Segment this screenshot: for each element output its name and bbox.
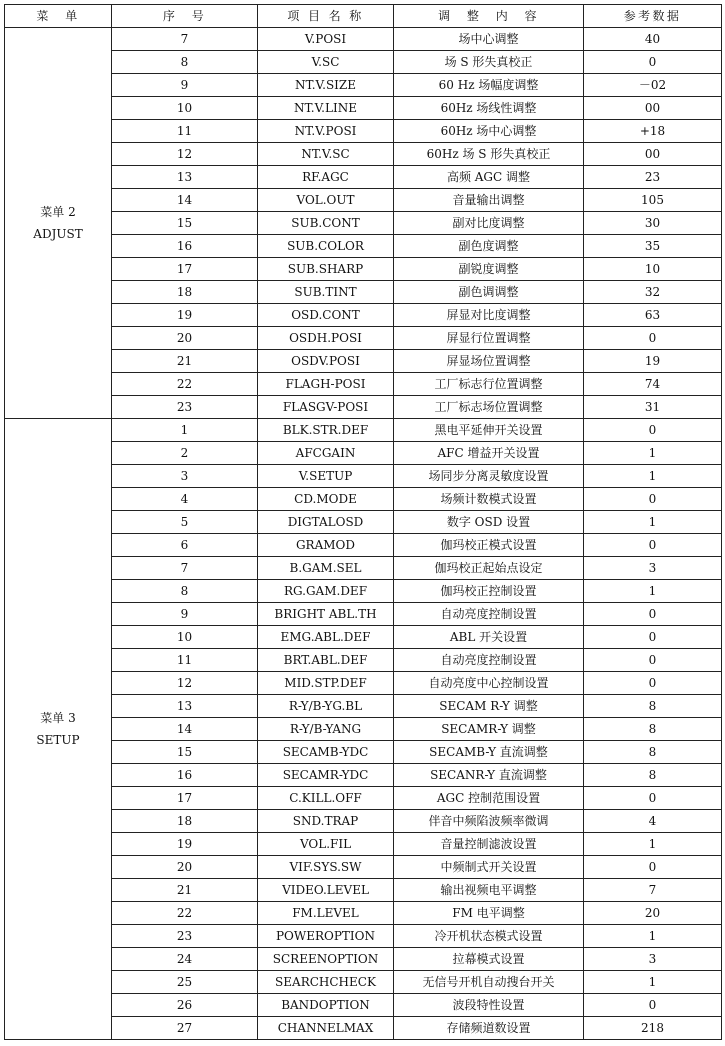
row-number-cell: 8 [112,580,258,603]
row-number-cell: 13 [112,695,258,718]
row-number-cell: 9 [112,74,258,97]
reference-value-cell: 0 [584,626,722,649]
reference-value-cell: 1 [584,925,722,948]
menu-group-label: 菜单 3 [40,711,76,725]
row-number-cell: 21 [112,350,258,373]
table-row [5,143,722,166]
row-number-cell: 15 [112,212,258,235]
header-menu: 菜 单 [5,5,112,28]
item-name-cell: MID.STP.DEF [258,672,394,695]
table-row [5,281,722,304]
table-row [5,120,722,143]
item-name-cell: R-Y/B-YANG [258,718,394,741]
adjust-content-cell: 输出视频电平调整 [394,879,584,902]
row-number-cell: 8 [112,51,258,74]
reference-value-cell: 20 [584,902,722,925]
row-number-cell: 22 [112,373,258,396]
row-number-cell: 13 [112,166,258,189]
row-number-cell: 10 [112,97,258,120]
adjust-content-cell: 拉幕模式设置 [394,948,584,971]
row-number-cell: 2 [112,442,258,465]
item-name-cell: SUB.COLOR [258,235,394,258]
reference-value-cell: 8 [584,764,722,787]
item-name-cell: VIF.SYS.SW [258,856,394,879]
reference-value-cell: 1 [584,833,722,856]
item-name-cell: B.GAM.SEL [258,557,394,580]
table-row [5,488,722,511]
table-row [5,396,722,419]
table-row [5,373,722,396]
reference-value-cell: 1 [584,971,722,994]
adjust-content-cell: SECANR-Y 直流调整 [394,764,584,787]
adjust-content-cell: ABL 开关设置 [394,626,584,649]
row-number-cell: 22 [112,902,258,925]
item-name-cell: OSDH.POSI [258,327,394,350]
table-row [5,925,722,948]
row-number-cell: 11 [112,649,258,672]
item-name-cell: NT.V.LINE [258,97,394,120]
item-name-cell: NT.V.SIZE [258,74,394,97]
item-name-cell: AFCGAIN [258,442,394,465]
item-name-cell: SND.TRAP [258,810,394,833]
row-number-cell: 3 [112,465,258,488]
table-row [5,994,722,1017]
header-reference-data: 参考数据 [584,5,722,28]
item-name-cell: CHANNELMAX [258,1017,394,1040]
table-row [5,879,722,902]
table-row [5,97,722,120]
adjust-content-cell: 无信号开机自动搜台开关 [394,971,584,994]
reference-value-cell: 23 [584,166,722,189]
adjust-content-cell: 屏显场位置调整 [394,350,584,373]
menu-group-name: SETUP [36,733,80,747]
reference-value-cell: 1 [584,511,722,534]
item-name-cell: OSD.CONT [258,304,394,327]
reference-value-cell: 40 [584,28,722,51]
reference-value-cell: +18 [584,120,722,143]
reference-value-cell: 32 [584,281,722,304]
adjust-content-cell: 伽玛校正控制设置 [394,580,584,603]
adjust-content-cell: 屏显对比度调整 [394,304,584,327]
adjust-content-cell: 波段特性设置 [394,994,584,1017]
reference-value-cell: 19 [584,350,722,373]
row-number-cell: 11 [112,120,258,143]
row-number-cell: 18 [112,810,258,833]
reference-value-cell: 0 [584,649,722,672]
row-number-cell: 12 [112,672,258,695]
reference-value-cell: 8 [584,695,722,718]
table-row [5,28,722,51]
table-row [5,856,722,879]
adjust-content-cell: 60Hz 场 S 形失真校正 [394,143,584,166]
table-row [5,695,722,718]
item-name-cell: POWEROPTION [258,925,394,948]
table-row [5,327,722,350]
reference-value-cell: 35 [584,235,722,258]
table-row [5,741,722,764]
adjust-content-cell: 工厂标志行位置调整 [394,373,584,396]
adjust-content-cell: FM 电平调整 [394,902,584,925]
adjust-content-cell: 数字 OSD 设置 [394,511,584,534]
reference-value-cell: 0 [584,327,722,350]
row-number-cell: 17 [112,258,258,281]
header-adjust-content: 调 整 内 容 [394,5,584,28]
menu-group-name: ADJUST [33,227,83,241]
item-name-cell: V.SC [258,51,394,74]
item-name-cell: SCREENOPTION [258,948,394,971]
table-row [5,51,722,74]
row-number-cell: 12 [112,143,258,166]
adjust-content-cell: 音量控制滤波设置 [394,833,584,856]
reference-value-cell: 30 [584,212,722,235]
adjust-content-cell: 副色度调整 [394,235,584,258]
row-number-cell: 7 [112,557,258,580]
item-name-cell: VIDEO.LEVEL [258,879,394,902]
table-row [5,74,722,97]
table-row [5,833,722,856]
adjust-content-cell: 60Hz 场中心调整 [394,120,584,143]
adjust-content-cell: 场同步分离灵敏度设置 [394,465,584,488]
adjust-content-cell: 存储频道数设置 [394,1017,584,1040]
table-row [5,810,722,833]
adjust-content-cell: AFC 增益开关设置 [394,442,584,465]
table-row [5,764,722,787]
reference-value-cell: 1 [584,442,722,465]
table-row [5,465,722,488]
reference-value-cell: 0 [584,534,722,557]
table-row [5,718,722,741]
table-row [5,350,722,373]
row-number-cell: 21 [112,879,258,902]
row-number-cell: 16 [112,764,258,787]
item-name-cell: RF.AGC [258,166,394,189]
reference-value-cell: 0 [584,856,722,879]
item-name-cell: OSDV.POSI [258,350,394,373]
row-number-cell: 16 [112,235,258,258]
item-name-cell: FLASGV-POSI [258,396,394,419]
adjust-content-cell: 伽玛校正起始点设定 [394,557,584,580]
adjust-content-cell: 高频 AGC 调整 [394,166,584,189]
adjust-content-cell: SECAM R-Y 调整 [394,695,584,718]
row-number-cell: 1 [112,419,258,442]
row-number-cell: 17 [112,787,258,810]
table-row [5,672,722,695]
row-number-cell: 23 [112,925,258,948]
adjust-content-cell: SECAMR-Y 调整 [394,718,584,741]
item-name-cell: EMG.ABL.DEF [258,626,394,649]
item-name-cell: SUB.TINT [258,281,394,304]
adjust-content-cell: 工厂标志场位置调整 [394,396,584,419]
table-row [5,189,722,212]
adjust-content-cell: SECAMB-Y 直流调整 [394,741,584,764]
row-number-cell: 27 [112,1017,258,1040]
header-item-name: 项 目 名 称 [258,5,394,28]
item-name-cell: SUB.SHARP [258,258,394,281]
adjust-content-cell: 伴音中频陷波频率微调 [394,810,584,833]
adjust-content-cell: 自动亮度控制设置 [394,649,584,672]
adjust-content-cell: 副锐度调整 [394,258,584,281]
item-name-cell: GRAMOD [258,534,394,557]
adjust-content-cell: 场频计数模式设置 [394,488,584,511]
reference-value-cell: 0 [584,994,722,1017]
adjust-content-cell: 音量输出调整 [394,189,584,212]
table-row [5,534,722,557]
item-name-cell: BANDOPTION [258,994,394,1017]
row-number-cell: 19 [112,833,258,856]
item-name-cell: NT.V.POSI [258,120,394,143]
item-name-cell: C.KILL.OFF [258,787,394,810]
table-row [5,787,722,810]
row-number-cell: 20 [112,327,258,350]
table-row [5,580,722,603]
reference-value-cell: 1 [584,580,722,603]
adjust-content-cell: 场 S 形失真校正 [394,51,584,74]
reference-value-cell: 1 [584,465,722,488]
adjust-content-cell: 伽玛校正模式设置 [394,534,584,557]
adjust-content-cell: AGC 控制范围设置 [394,787,584,810]
row-number-cell: 10 [112,626,258,649]
adjust-content-cell: 中频制式开关设置 [394,856,584,879]
table-row [5,235,722,258]
adjust-content-cell: 副对比度调整 [394,212,584,235]
table-row [5,603,722,626]
adjust-content-cell: 60 Hz 场幅度调整 [394,74,584,97]
adjust-content-cell: 60Hz 场线性调整 [394,97,584,120]
reference-value-cell: 74 [584,373,722,396]
table-row [5,557,722,580]
row-number-cell: 25 [112,971,258,994]
table-row [5,442,722,465]
row-number-cell: 9 [112,603,258,626]
row-number-cell: 15 [112,741,258,764]
reference-value-cell: 8 [584,741,722,764]
reference-value-cell: 0 [584,51,722,74]
table-row [5,1017,722,1040]
item-name-cell: SECAMR-YDC [258,764,394,787]
reference-value-cell: 63 [584,304,722,327]
table-row [5,212,722,235]
item-name-cell: SUB.CONT [258,212,394,235]
item-name-cell: FM.LEVEL [258,902,394,925]
reference-value-cell: 0 [584,603,722,626]
item-name-cell: SEARCHCHECK [258,971,394,994]
item-name-cell: CD.MODE [258,488,394,511]
reference-value-cell: 218 [584,1017,722,1040]
row-number-cell: 7 [112,28,258,51]
table-row [5,649,722,672]
reference-value-cell: 0 [584,787,722,810]
adjust-content-cell: 场中心调整 [394,28,584,51]
table-row [5,626,722,649]
table-body [5,28,722,1040]
row-number-cell: 24 [112,948,258,971]
table-row [5,948,722,971]
adjust-content-cell: 自动亮度控制设置 [394,603,584,626]
reference-value-cell: 105 [584,189,722,212]
item-name-cell: SECAMB-YDC [258,741,394,764]
table-row [5,166,722,189]
reference-value-cell: －02 [584,74,722,97]
adjust-content-cell: 冷开机状态模式设置 [394,925,584,948]
row-number-cell: 23 [112,396,258,419]
reference-value-cell: 3 [584,948,722,971]
row-number-cell: 20 [112,856,258,879]
row-number-cell: 26 [112,994,258,1017]
reference-value-cell: 8 [584,718,722,741]
reference-value-cell: 0 [584,672,722,695]
item-name-cell: BRIGHT ABL.TH [258,603,394,626]
row-number-cell: 6 [112,534,258,557]
reference-value-cell: 7 [584,879,722,902]
table-row [5,419,722,442]
row-number-cell: 18 [112,281,258,304]
item-name-cell: BRT.ABL.DEF [258,649,394,672]
table-row [5,511,722,534]
table-row [5,971,722,994]
adjust-content-cell: 自动亮度中心控制设置 [394,672,584,695]
item-name-cell: V.SETUP [258,465,394,488]
header-number: 序 号 [112,5,258,28]
reference-value-cell: 0 [584,488,722,511]
reference-value-cell: 4 [584,810,722,833]
item-name-cell: VOL.FIL [258,833,394,856]
adjust-content-cell: 黑电平延伸开关设置 [394,419,584,442]
row-number-cell: 14 [112,189,258,212]
item-name-cell: BLK.STR.DEF [258,419,394,442]
row-number-cell: 4 [112,488,258,511]
item-name-cell: V.POSI [258,28,394,51]
row-number-cell: 14 [112,718,258,741]
reference-value-cell: 00 [584,143,722,166]
menu-group-cell [5,28,112,419]
menu-group-cell [5,419,112,1040]
item-name-cell: R-Y/B-YG.BL [258,695,394,718]
table-row [5,304,722,327]
menu-group-label: 菜单 2 [40,205,76,219]
item-name-cell: RG.GAM.DEF [258,580,394,603]
row-number-cell: 19 [112,304,258,327]
item-name-cell: FLAGH-POSI [258,373,394,396]
item-name-cell: NT.V.SC [258,143,394,166]
row-number-cell: 5 [112,511,258,534]
adjust-content-cell: 副色调调整 [394,281,584,304]
header-row [5,5,722,28]
item-name-cell: VOL.OUT [258,189,394,212]
item-name-cell: DIGTALOSD [258,511,394,534]
settings-table [4,4,722,1040]
adjust-content-cell: 屏显行位置调整 [394,327,584,350]
table-row [5,902,722,925]
reference-value-cell: 31 [584,396,722,419]
reference-value-cell: 0 [584,419,722,442]
table-row [5,258,722,281]
reference-value-cell: 10 [584,258,722,281]
reference-value-cell: 3 [584,557,722,580]
reference-value-cell: 00 [584,97,722,120]
